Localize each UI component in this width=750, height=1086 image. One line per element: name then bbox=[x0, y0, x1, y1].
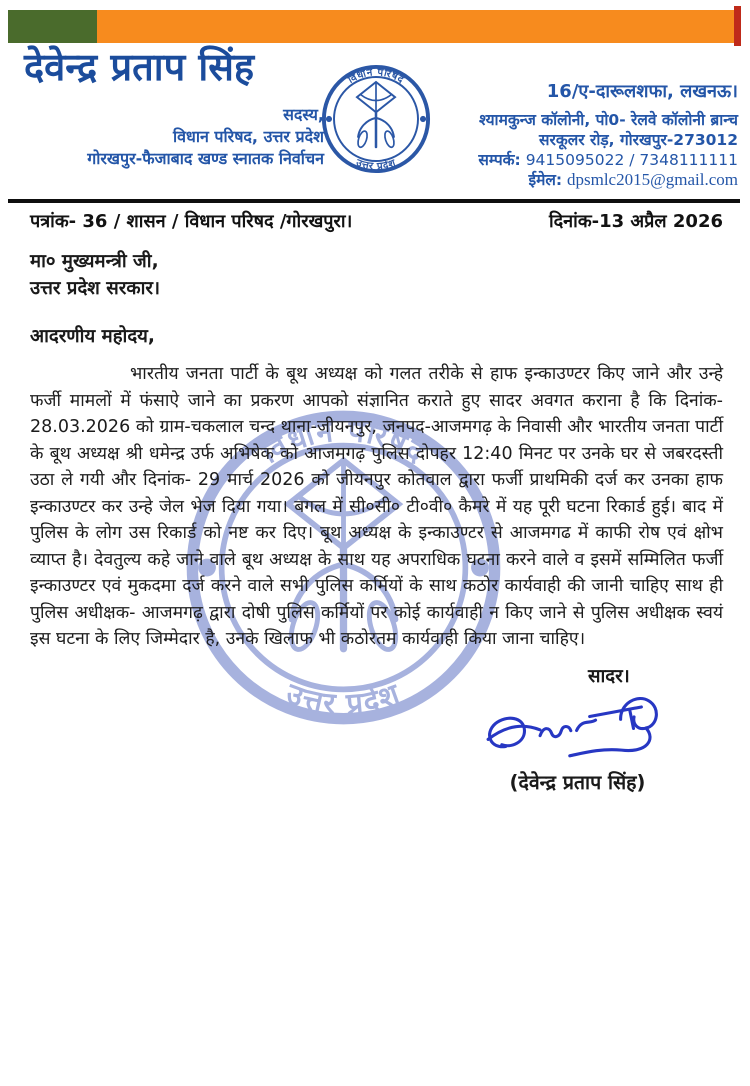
letterhead-left bbox=[24, 44, 324, 170]
phone-label: सम्पर्क: bbox=[478, 151, 521, 169]
title-line-house: विधान परिषद, उत्तर प्रदेश bbox=[172, 127, 324, 146]
tricolor-bar bbox=[8, 10, 734, 43]
reference-row bbox=[30, 209, 723, 233]
bar-saffron-segment bbox=[97, 10, 734, 43]
body-paragraph: भारतीय जनता पार्टी के बूथ अध्यक्ष को गलत तरीके से हाफ इन्काउण्टर किए जाने और उन्हे फर्जी मामलों में फंसाऐ जाने का प्रकरण आपको संज्ञानित कराते हुए सादर अवगत कराना है कि दिनांक- 28.03.2026 को ग्राम-चकलाल चन्द थाना-जीयनपुर, जनपद-आजमगढ़ के निवासी और भारतीय जनता पार्टी के बूथ अध्यक्ष श्री धमेन्द्र उर्फ अभिषेक को आजमगढ़ पुलिस दोपहर 12:40 मिनट पर उनके घर से जबरदस्ती उठा ले गयी और दिनांक- 29 मार्च 2026 को जीयनपुर कोतवाल द्वारा फर्जी प्राथमिकी दर्ज कर उनका हाफ इन्काउण्टर कर उन्हे जेल भेज दिया गया। बगल में सी०सी० टी०वी० कैमरे में यह पूरी घटना रिकार्ड हुई। बाद में पुलिस के लोग उस रिकार्ड को नष्ट कर दिए। बूथ अध्यक्ष के इन्काउण्टर से आजमगढ में काफी रोष एवं क्षोभ व्याप्त है। देवतुल्य कहे जाने वाले बूथ अध्यक्ष के साथ यह अपराधिक घटना करने वाले व इसमें सम्मिलित फर्जी इन्काउण्टर एवं मुकदमा दर्ज करने वाले सभी पुलिस कर्मियों के साथ कठोर कार्यवाही की जानी चाहिए साथ ही पुलिस अधीक्षक- आजमगढ़ द्वारा दोषी पुलिस कर्मियों पर कोई कार्यवाही न किए जाने से पुलिस अधीक्षक स्वयं इस घटना के लिए जिम्मेदार है, उनके खिलाफ भी कठोरतम कार्यवाही किया जाना चाहिए। bbox=[30, 364, 723, 649]
closing-block bbox=[460, 663, 695, 795]
bar-green-segment bbox=[8, 10, 97, 43]
letter-content bbox=[30, 209, 723, 795]
closing-regards: सादर। bbox=[588, 665, 630, 687]
salutation: आदरणीय महोदय, bbox=[30, 326, 155, 347]
letter-date: दिनांक-13 अप्रैल 2026 bbox=[548, 211, 723, 232]
address-line-colony: श्यामकुन्ज कॉलोनी, पो0- रेलवे कॉलोनी ब्रान्च bbox=[478, 111, 738, 129]
title-line-member: सदस्य, bbox=[283, 105, 324, 124]
phone-line bbox=[478, 150, 738, 170]
phone-number: 9415095022 / 7348111111 bbox=[525, 151, 738, 169]
bar-red-cap bbox=[734, 6, 741, 46]
title-line-constituency: गोरखपुर-फैजाबाद खण्ड स्नातक निर्वाचन bbox=[87, 149, 324, 168]
recipient-line-1: मा० मुख्यमन्त्री जी, bbox=[30, 251, 159, 272]
address-line-gorakhpur: सरकूलर रोड़, गोरखपुर-273012 bbox=[539, 131, 738, 149]
vidhan-parishad-emblem-icon bbox=[320, 63, 432, 175]
address-line-lucknow: 16/ए-दारूलशफा, लखनऊ। bbox=[546, 81, 738, 102]
email-address: dpsmlc2015@gmail.com bbox=[567, 170, 738, 189]
signature-image bbox=[475, 688, 680, 770]
office-address-block bbox=[478, 82, 738, 190]
email-line bbox=[478, 170, 738, 190]
recipient-block bbox=[30, 248, 723, 302]
recipient-line-2: उत्तर प्रदेश सरकार। bbox=[30, 278, 160, 299]
letter-number: पत्रांक- 36 / शासन / विधान परिषद /गोरखपुरा। bbox=[30, 211, 353, 232]
member-titles bbox=[24, 104, 324, 170]
member-name: देवेन्द्र प्रताप सिंह bbox=[24, 45, 255, 89]
signatory-name: (देवेन्द्र प्रताप सिंह) bbox=[509, 770, 646, 794]
header-divider bbox=[8, 199, 740, 203]
email-label: ईमेल: bbox=[528, 171, 563, 189]
